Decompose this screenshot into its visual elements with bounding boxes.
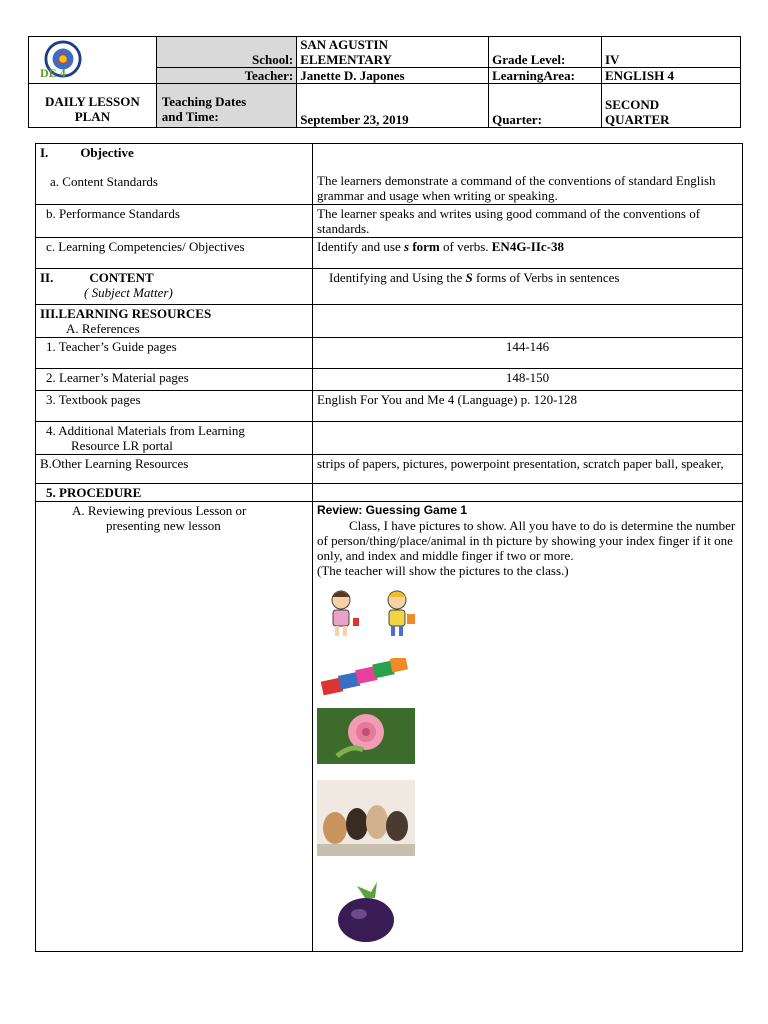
content-standards-value: The learners demonstrate a command of the conventions of standard English grammar and usage when writing or speaking. [313,144,743,205]
teacher-value: Janette D. Japones [297,68,489,84]
teachers-guide-label: 1. Teacher’s Guide pages [36,338,313,369]
review-text: Class, I have pictures to show. All you have to do is determine the number of person/thing/place/animal in th picture by showing your index finger if it one only, and index and middle finger if two or more. [317,518,736,563]
eggplant-picture [331,874,401,946]
procedure-heading: 5. PROCEDURE [36,484,313,502]
school-label: School: [156,37,296,68]
review-label: A. Reviewing previous Lesson or presenting new lesson [36,502,313,952]
other-resources-value: strips of papers, pictures, powerpoint presentation, scratch paper ball, speaker, [313,455,743,484]
other-resources-label: B.Other Learning Resources [36,455,313,484]
header-table [28,36,741,128]
daily-lesson-plan-title: DAILY LESSON PLAN [29,84,157,128]
puppies-picture [317,780,415,856]
teaching-dates-value: September 23, 2019 [297,84,489,128]
teaching-dates-label: Teaching Dates and Time: [156,84,296,128]
learners-material-value: 148-150 [313,369,743,391]
learning-competencies-label: c. Learning Competencies/ Objectives [36,238,313,269]
performance-standards-value: The learner speaks and writes using good command of the conventions of standards. [313,205,743,238]
lesson-plan-table [35,143,743,952]
textbook-label: 3. Textbook pages [36,391,313,422]
textbook-value: English For You and Me 4 (Language) p. 120-128 [313,391,743,422]
grade-level-label: Grade Level: [489,37,602,68]
performance-standards-label: b. Performance Standards [36,205,313,238]
grade-badge: DE 4 [40,66,66,80]
content-value: Identifying and Using the S forms of Verbs in sentences [313,269,743,305]
content-standards-label: a. Content Standards [50,174,158,189]
crayons-picture [317,658,417,698]
review-title: Review: Guessing Game 1 [317,503,468,517]
content-cell: II. CONTENT ( Subject Matter) [36,269,313,305]
objective-cell [36,144,313,205]
objective-heading: I. Objective [40,145,134,160]
quarter-value: SECOND QUARTER [601,84,740,128]
learning-resources-cell: III.LEARNING RESOURCES A. References [36,305,313,338]
teacher-label: Teacher: [156,68,296,84]
learning-area-label: LearningArea: [489,68,602,84]
school-value: SAN AGUSTIN ELEMENTARY [297,37,489,68]
teachers-guide-value: 144-146 [313,338,743,369]
additional-materials-label: 4. Additional Materials from Learning Resource LR portal [36,422,313,455]
learners-material-label: 2. Learner’s Material pages [36,369,313,391]
learning-competencies-value: Identify and use s form of verbs. EN4G-IIc-38 [313,238,743,269]
learning-area-value: ENGLISH 4 [601,68,740,84]
quarter-label: Quarter: [489,84,602,128]
kids-picture [317,588,427,640]
grade-level-value: IV [601,37,740,68]
review-content [313,502,743,952]
review-note: (The teacher will show the pictures to the class.) [317,563,569,578]
rose-picture [317,708,415,764]
